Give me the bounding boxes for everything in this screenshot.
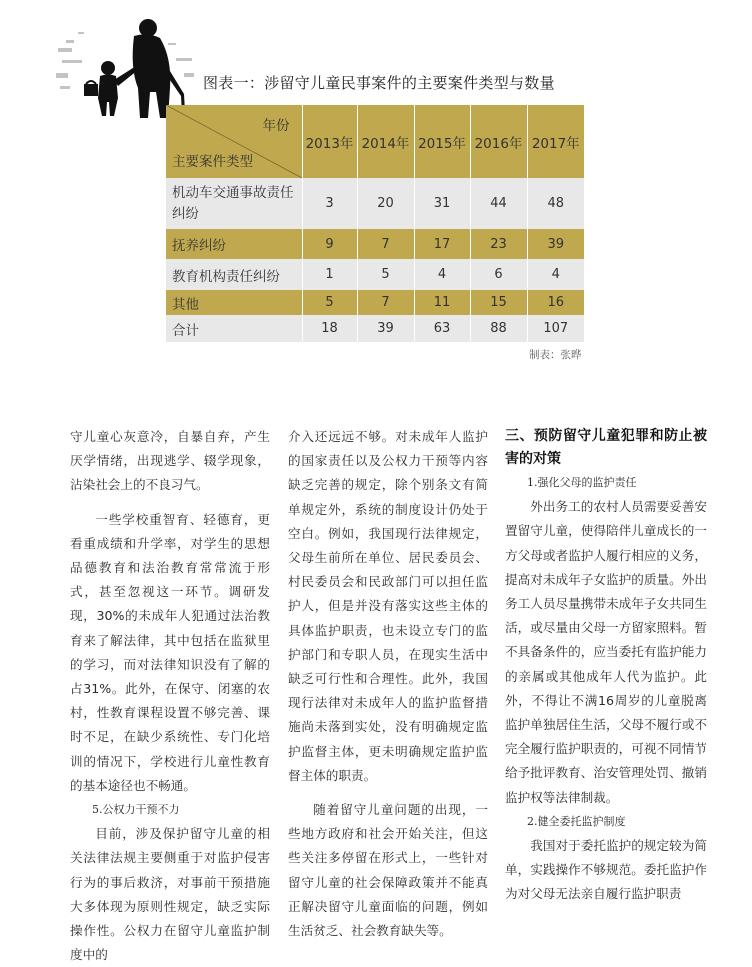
row-label: 教育机构责任纠纷	[166, 259, 302, 290]
paragraph: 目前，涉及保护留守儿童的相关法律法规主要侧重于对监护侵害行为的事后救济，对事前干预措施大多体现为原则性规定，缺乏实际操作性。公权力在留守儿童监护制度中的	[70, 826, 270, 963]
year-header: 2014年	[357, 105, 414, 178]
paragraph: 一些学校重智育、轻德育，更看重成绩和升学率，对学生的思想品德教育和法治教育常常流于形式，甚至忽视这一环节。调研发现，30%的未成年人犯通过法治教育来了解法律，其中包括在监狱里的学习，而对法律知识没有了解的占31%。此外，在保守、闭塞的农村，性教育课程设置不够完善、课时不足，在缺少系统性、专门化培训的情况下，学校进行儿童性教育的基本途径也不畅通。	[70, 511, 270, 793]
year-header: 2017年	[527, 105, 584, 178]
paragraph: 外出务工的农村人员需要妥善安置留守儿童，使得陪伴儿童成长的一方父母或者监护人履行相应的义务，提高对未成年子女监护的质量。外出务工人员尽量携带未成年子女共同生活，或尽量由父母一方留家照料。暂不具备条件的，应当委托有监护能力的亲属或其他成年人代为监护。此外，不得让不满16周岁的儿童脱离监护单独居住生活，父母不履行或不完全履行监护职责的，可视不同情节给予批评教育、治安管理处罚、撤销监护权等法律制裁。	[505, 499, 707, 805]
table-cell: 4	[527, 259, 584, 290]
table-row	[166, 290, 584, 315]
table-cell: 88	[470, 315, 527, 342]
paragraph: 守儿童心灰意冷，自暴自弃，产生厌学情绪，出现逃学、辍学现象，沾染社会上的不良习气。	[70, 429, 270, 493]
table-cell: 5	[302, 290, 357, 315]
table-cell: 44	[470, 178, 527, 229]
subsection-heading: 2.健全委托监护制度	[527, 814, 626, 828]
table-row	[166, 315, 584, 342]
table-cell: 63	[414, 315, 470, 342]
row-label: 其他	[166, 290, 302, 315]
year-header: 2013年	[302, 105, 357, 178]
section-heading: 三、预防留守儿童犯罪和防止被害的对策	[505, 428, 707, 467]
table-credit: 制表：张晔	[529, 349, 582, 361]
case-type-table	[166, 105, 584, 342]
table-cell: 23	[470, 229, 527, 259]
header-year-label: 年份	[262, 118, 290, 134]
table-cell: 18	[302, 315, 357, 342]
table-cell: 7	[357, 290, 414, 315]
diagonal-header-cell	[166, 105, 302, 178]
row-label: 机动车交通事故责任纠纷	[166, 178, 302, 229]
table-cell: 39	[527, 229, 584, 259]
table-cell: 16	[527, 290, 584, 315]
table-row	[166, 229, 584, 259]
paragraph: 我国对于委托监护的规定较为简单，实践操作不够规范。委托监护作为对父母无法亲自履行监护职责	[505, 838, 707, 902]
table-cell: 6	[470, 259, 527, 290]
header-type-label: 主要案件类型	[172, 154, 253, 170]
table-cell: 20	[357, 178, 414, 229]
table-cell: 107	[527, 315, 584, 342]
row-label: 抚养纠纷	[166, 229, 302, 259]
paragraph: 随着留守儿童问题的出现，一些地方政府和社会开始关注，但这些关注多停留在形式上，一些针对留守儿童的社会保障政策并不能真正解决留守儿童面临的问题，例如生活贫乏、社会教育缺失等。	[288, 802, 488, 939]
table-cell: 1	[302, 259, 357, 290]
table-cell: 4	[414, 259, 470, 290]
row-label: 合计	[166, 315, 302, 342]
table-cell: 15	[470, 290, 527, 315]
year-header: 2015年	[414, 105, 470, 178]
table-title: 图表一：涉留守儿童民事案件的主要案件类型与数量	[203, 74, 555, 92]
table-cell: 39	[357, 315, 414, 342]
table-cell: 7	[357, 229, 414, 259]
subsection-heading: 1.强化父母的监护责任	[527, 476, 637, 489]
paragraph: 介入还远远不够。对未成年人监护的国家责任以及公权力干预等内容缺乏完善的规定，除个别条文有简单规定外，系统的制度设计仍处于空白。例如，我国现行法律规定，父母生前所在单位、居民委员会、村民委员会和民政部门可以担任监护人，但是并没有落实这些主体的具体监护职责，也未设立专门的监护部门和专职人员，在现实生活中缺乏可行性和合理性。此外，我国现行法律对未成年人的监护监督措施尚未落到实处，没有明确规定监护监督主体，更未明确规定监护监督主体的职责。	[288, 429, 488, 783]
table-row	[166, 259, 584, 290]
text-column-1	[70, 425, 270, 967]
text-column-2	[288, 425, 488, 943]
table-row	[166, 178, 584, 229]
table-cell: 31	[414, 178, 470, 229]
table-cell: 48	[527, 178, 584, 229]
table-cell: 11	[414, 290, 470, 315]
table-cell: 3	[302, 178, 357, 229]
table-header-row	[166, 105, 584, 178]
text-column-3	[505, 425, 707, 907]
table-cell: 9	[302, 229, 357, 259]
table-cell: 5	[357, 259, 414, 290]
year-header: 2016年	[470, 105, 527, 178]
table-cell: 17	[414, 229, 470, 259]
subsection-heading: 5.公权力干预不力	[92, 803, 180, 817]
